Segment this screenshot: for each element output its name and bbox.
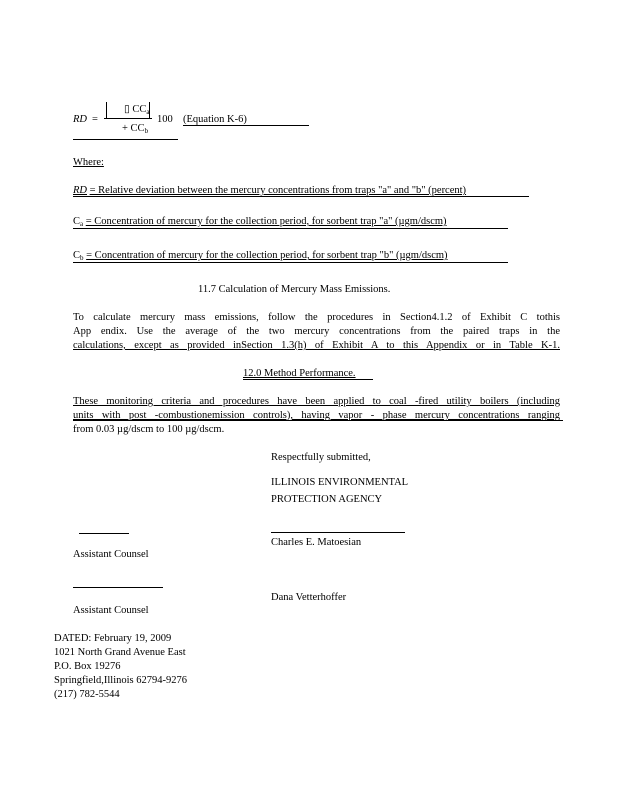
section-11-7-heading: 11.7 Calculation of Mercury Mass Emissions.: [198, 284, 391, 295]
equation-denominator: + CCb: [122, 123, 149, 135]
equation-label: (Equation K-6): [183, 114, 247, 125]
abs-bar-right: [149, 102, 150, 118]
definition-ca-underline: [73, 228, 508, 229]
section-12-0-heading: 12.0 Method Performance.: [243, 368, 356, 379]
section-11-7-line-1: To calculate mercury mass emissions, follow the procedures in Section4.1.2 of Exhibit C tothis: [73, 312, 560, 323]
signature-line-left-2: [73, 587, 163, 588]
section-12-0-rule: [73, 420, 563, 421]
section-12-0-heading-underline: [243, 379, 373, 380]
signer-1-title: Assistant Counsel: [73, 549, 149, 560]
section-12-0-line-2: units with post -combustionemission controls), having vapor - phase mercury concentrations ranging: [73, 410, 560, 421]
signer-2-title: Assistant Counsel: [73, 605, 149, 616]
address-line-2: P.O. Box 19276: [54, 661, 121, 672]
signature-line-right: [271, 532, 405, 533]
equation-label-underline: [183, 125, 309, 126]
equation-equals: =: [92, 114, 98, 125]
section-11-7-line-2: App endix. Use the average of the two mercury concentrations from the paired traps in the: [73, 326, 560, 337]
abs-bar-left: [106, 102, 107, 118]
signature-line-left-1: [79, 533, 129, 534]
equation-lhs: RD: [73, 114, 87, 125]
agency-line-2: PROTECTION AGENCY: [271, 494, 383, 505]
address-line-3: Springfield,Illinois 62794-9276: [54, 675, 187, 686]
section-12-0-line-3: from 0.03 µg/dscm to 100 µg/dscm.: [73, 424, 225, 435]
phone-line: (217) 782-5544: [54, 689, 120, 700]
equation-multiplier: 100: [157, 114, 173, 125]
definition-rd-underline: [73, 196, 529, 197]
equation-numerator: ▯ CCa: [124, 104, 150, 116]
definition-ca: Ca = Concentration of mercury for the collection period, for sorbent trap "a" (µgm/dscm): [73, 216, 447, 228]
signer-2-name: Dana Vetterhoffer: [271, 592, 347, 603]
definition-cb-underline: [73, 262, 508, 263]
dated-line: DATED: February 19, 2009: [54, 633, 172, 644]
section-12-0-line-1: These monitoring criteria and procedures have been applied to coal -fired utility boilers (including: [73, 396, 560, 407]
address-line-1: 1021 North Grand Avenue East: [54, 647, 186, 658]
where-label: Where:: [73, 157, 104, 168]
fraction-bar: [104, 118, 152, 119]
definition-rd: RD = Relative deviation between the mercury concentrations from traps "a" and "b" (percent): [73, 185, 467, 196]
respectfully-submitted: Respectfully submitted,: [271, 452, 371, 463]
section-11-7-line-3: calculations, except as provided inSection 1.3(h) of Exhibit A to this Appendix or in Table K-1.: [73, 340, 560, 351]
equation-underline: [73, 139, 178, 140]
agency-line-1: ILLINOIS ENVIRONMENTAL: [271, 477, 409, 488]
definition-cb: Cb = Concentration of mercury for the collection period, for sorbent trap "b" (µgm/dscm): [73, 250, 448, 262]
signer-1-name: Charles E. Matoesian: [271, 537, 362, 548]
